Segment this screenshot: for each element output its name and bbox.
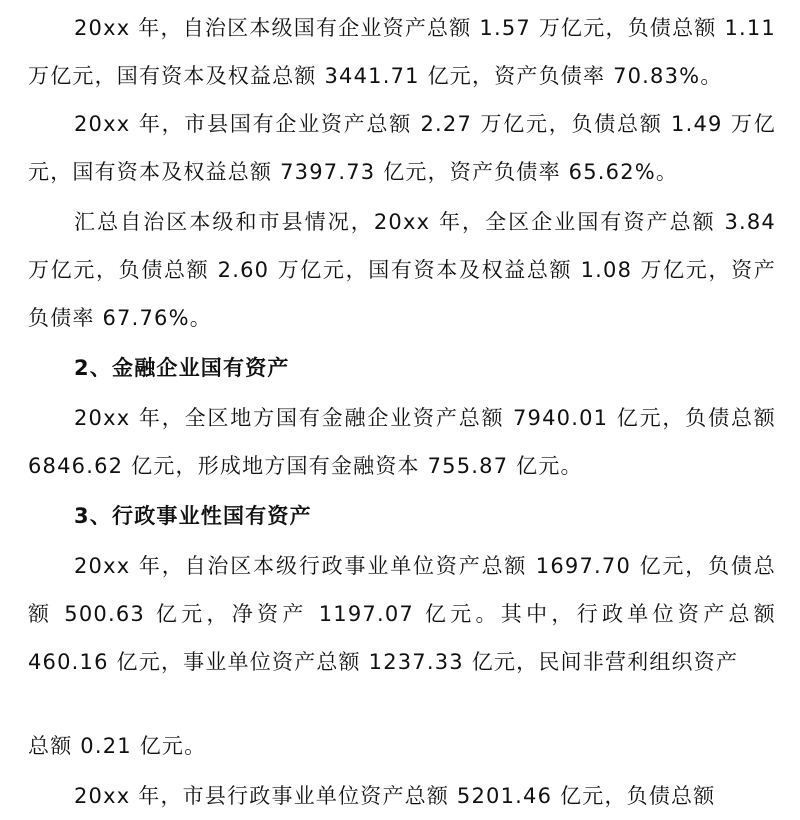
paragraph-administrative-regional-end: 总额 0.21 亿元。 bbox=[28, 734, 207, 758]
paragraph-administrative-regional: 20xx 年，自治区本级行政事业单位资产总额 1697.70 亿元，负债总额 500.63 亿元，净资产 1197.07 亿元。其中，行政单位资产总额 460.16 亿元，事业单位资产总额 1237.33 亿元，民间非营利组织资产 bbox=[28, 554, 776, 674]
section-heading-financial: 2、金融企业国有资产 bbox=[74, 356, 290, 380]
paragraph-summary: 汇总自治区本级和市县情况，20xx 年，全区企业国有资产总额 3.84 万亿元，负债总额 2.60 万亿元，国有资本及权益总额 1.08 万亿元，资产负债率 67.76%。 bbox=[28, 210, 776, 330]
paragraph-regional-enterprises: 20xx 年，自治区本级国有企业资产总额 1.57 万亿元，负债总额 1.11 万亿元，国有资本及权益总额 3441.71 亿元，资产负债率 70.83%。 bbox=[28, 16, 776, 88]
paragraph-financial-enterprises: 20xx 年，全区地方国有金融企业资产总额 7940.01 亿元，负债总额 6846.62 亿元，形成地方国有金融资本 755.87 亿元。 bbox=[28, 406, 776, 478]
paragraph-administrative-county: 20xx 年，市县行政事业单位资产总额 5201.46 亿元，负债总额 bbox=[74, 784, 716, 808]
section-heading-administrative: 3、行政事业性国有资产 bbox=[74, 504, 312, 528]
paragraph-county-enterprises: 20xx 年，市县国有企业资产总额 2.27 万亿元，负债总额 1.49 万亿元，国有资本及权益总额 7397.73 亿元，资产负债率 65.62%。 bbox=[28, 112, 776, 184]
